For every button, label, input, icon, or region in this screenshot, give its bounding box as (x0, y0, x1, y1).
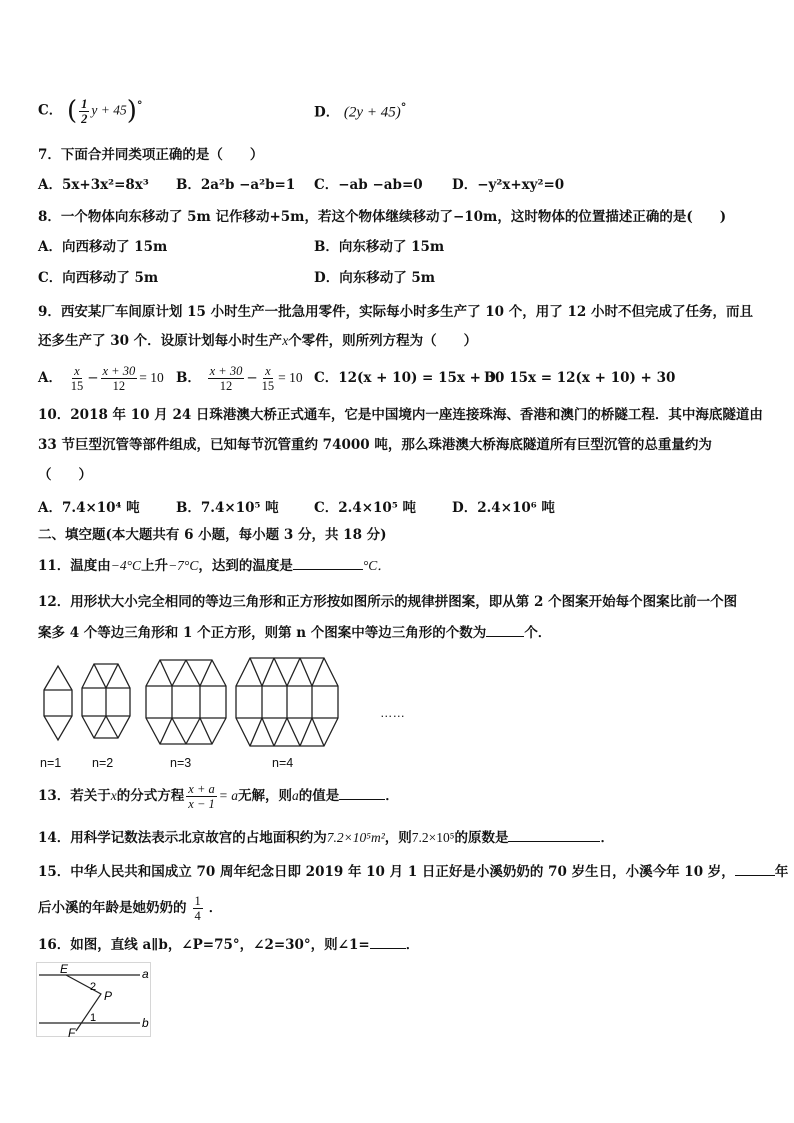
label-e: E (60, 962, 69, 976)
q10-option-d[interactable]: D．2.4×10⁶ 吨 (452, 500, 555, 516)
q12-answer-blank[interactable] (486, 623, 524, 637)
q16-parallel-lines-figure (36, 962, 154, 1038)
q8-option-a[interactable]: A．向西移动了 15m (38, 239, 168, 255)
q8-option-c[interactable]: C．向西移动了 5m (38, 270, 159, 286)
q9-option-d[interactable]: D．15x = 12(x + 10) + 30 (484, 370, 676, 386)
label-p: P (104, 989, 113, 1003)
pattern-n4 (236, 658, 338, 746)
q15-answer-blank[interactable] (735, 862, 775, 876)
q16-stem: 16．如图，直线 a∥b，∠P=75°，∠2=30°，则∠1= ． (38, 937, 420, 953)
q9-option-c[interactable]: C．12(x + 10) = 15x + 30 (314, 370, 505, 386)
q6-option-c[interactable]: C． ( $\frac{1}{2}$ y + 45)° (38, 96, 143, 126)
q7-stem: 7．下面合并同类项正确的是（ ） (38, 147, 264, 163)
q10-line2: 33 节巨型沉管等部件组成，已知每节沉管重约 74000 吨，那么珠港澳大桥海底隧道所有巨型沉管的总重量约为 (38, 437, 712, 453)
q7-option-d[interactable]: D．−y²x+xy²=0 (452, 177, 565, 193)
q16-answer-blank[interactable] (370, 935, 406, 949)
q11-answer-blank[interactable] (293, 556, 363, 570)
label-angle-2: 2 (90, 981, 97, 993)
label-angle-1: 1 (90, 1012, 97, 1024)
q15-line1: 15．中华人民共和国成立 70 周年纪念日即 2019 年 10 月 1 日正好是小溪奶奶的 70 岁生日，小溪今年 10 岁， 年 (38, 864, 789, 880)
q14: 14．用科学记数法表示北京故宫的占地面积约为7.2×10⁵m²，则7.2×10⁵的原数是 ． (38, 830, 614, 846)
pattern-n3 (146, 660, 226, 744)
label-b: b (142, 1016, 149, 1030)
pattern-n1 (44, 666, 72, 740)
q10-option-c[interactable]: C．2.4×10⁵ 吨 (314, 500, 416, 516)
q8-option-d[interactable]: D．向东移动了 5m (314, 270, 436, 286)
q13: 13．若关于x的分式方程 $\frac{x + a}{x - 1}$ = a无解，则a的值是 ． (38, 782, 399, 811)
label-f: F (68, 1026, 76, 1038)
q12-ellipsis: …… (380, 706, 405, 720)
section-heading: 二、填空题(本大题共有 6 小题，每小题 3 分，共 18 分) (38, 527, 387, 543)
q14-answer-blank[interactable] (508, 828, 600, 842)
q6-c-fraction: $\frac{1}{2}$ (81, 96, 88, 126)
q7-option-c[interactable]: C．−ab −ab=0 (314, 177, 423, 193)
q9-option-b[interactable]: B． $\frac{x + 30}{12}$ − $\frac{x}{15}$ = 10 (176, 364, 303, 393)
q7-option-b[interactable]: B．2a²b −a²b=1 (176, 177, 296, 193)
q12-caption-n4: n=4 (272, 756, 294, 770)
q11: 11．温度由−4°C上升−7°C，达到的温度是 °C． (38, 558, 391, 574)
q10-line3: （ ） (38, 467, 92, 483)
q10-option-a[interactable]: A．7.4×10⁴ 吨 (38, 500, 140, 516)
q10-line1: 10．2018 年 10 月 24 日珠港澳大桥正式通车，它是中国境内一座连接珠海、香港和澳门的桥隧工程．其中海底隧道由 (38, 407, 763, 423)
q12-line1: 12．用形状大小完全相同的等边三角形和正方形按如图所示的规律拼图案，即从第 2 个图案开始每个图案比前一个图 (38, 594, 738, 610)
q8-stem: 8．一个物体向东移动了 5m 记作移动+5m，若这个物体继续移动了−10m，这时物体的位置描述正确的是( ) (38, 209, 727, 225)
q15-line2: 后小溪的年龄是她奶奶的 $\frac{1}{4}$ ． (38, 894, 223, 923)
q12-caption-n3: n=3 (170, 756, 192, 770)
q9-option-a[interactable]: A． $\frac{x}{15}$ − $\frac{x + 30}{12}$ = 10 (38, 364, 164, 393)
q12-line2: 案多 4 个等边三角形和 1 个正方形，则第 n 个图案中等边三角形的个数为 个． (38, 625, 552, 641)
pattern-n2 (82, 664, 130, 738)
q12-caption-n1: n=1 (40, 756, 62, 770)
q9-line2: 还多生产了 30 个．设原计划每小时生产x个零件，则所列方程为（ ） (38, 333, 478, 349)
q13-answer-blank[interactable] (339, 786, 385, 800)
label-a: a (142, 967, 149, 981)
q9-line1: 9．西安某厂车间原计划 15 小时生产一批急用零件，实际每小时多生产了 10 个，用了 12 小时不但完成了任务，而且 (38, 304, 753, 320)
q12-caption-n2: n=2 (92, 756, 114, 770)
q10-option-b[interactable]: B．7.4×10⁵ 吨 (176, 500, 279, 516)
q7-option-a[interactable]: A．5x+3x²=8x³ (38, 177, 149, 193)
q6-option-d[interactable]: D． (2y + 45)° (314, 100, 407, 121)
q8-option-b[interactable]: B．向东移动了 15m (314, 239, 445, 255)
